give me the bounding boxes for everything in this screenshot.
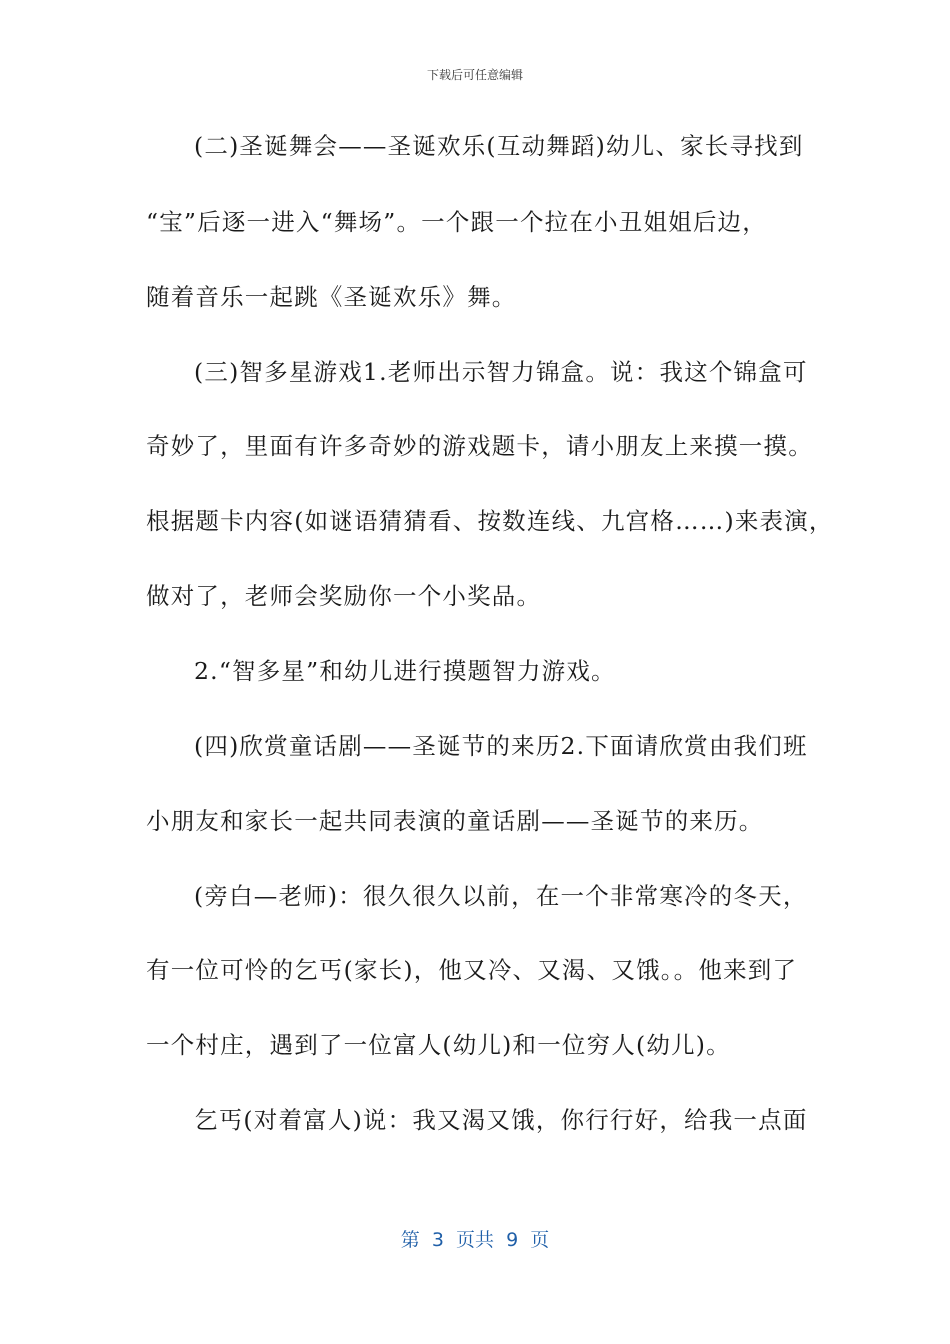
paragraph-line: 小朋友和家长一起共同表演的童话剧——圣诞节的来历。 [146, 807, 764, 835]
paragraph-line: 2.“智多星”和幼儿进行摸题智力游戏。 [194, 657, 616, 685]
paragraph-line: (旁白—老师)：很久很久以前，在一个非常寒冷的冬天， [194, 882, 808, 910]
paragraph-line: 随着音乐一起跳《圣诞欢乐》舞。 [146, 283, 517, 311]
page-header-note: 下载后可任意编辑 [426, 68, 523, 82]
paragraph-line: (二)圣诞舞会——圣诞欢乐(互动舞蹈)幼儿、家长寻找到 [194, 132, 804, 160]
page-number-footer: 第 3 页共 9 页 [400, 1229, 550, 1251]
paragraph-line: 奇妙了，里面有许多奇妙的游戏题卡，请小朋友上来摸一摸。 [146, 432, 813, 460]
paragraph-line: 一个村庄，遇到了一位富人(幼儿)和一位穷人(幼儿)。 [146, 1031, 731, 1059]
paragraph-line: 做对了，老师会奖励你一个小奖品。 [146, 582, 542, 610]
paragraph-line: (四)欣赏童话剧——圣诞节的来历2.下面请欣赏由我们班 [194, 732, 808, 760]
paragraph-line: 有一位可怜的乞丐(家长)，他又冷、又渴、又饿。。他来到了 [146, 956, 798, 984]
paragraph-line: “宝”后逐一进入“舞场”。一个跟一个拉在小丑姐姐后边， [146, 208, 767, 236]
paragraph-line: 根据题卡内容(如谜语猜猜看、按数连线、九宫格……)来表演， [146, 507, 834, 535]
paragraph-line: (三)智多星游戏1.老师出示智力锦盒。说：我这个锦盒可 [194, 358, 808, 386]
paragraph-line: 乞丐(对着富人)说：我又渴又饿，你行行好，给我一点面 [194, 1106, 808, 1134]
